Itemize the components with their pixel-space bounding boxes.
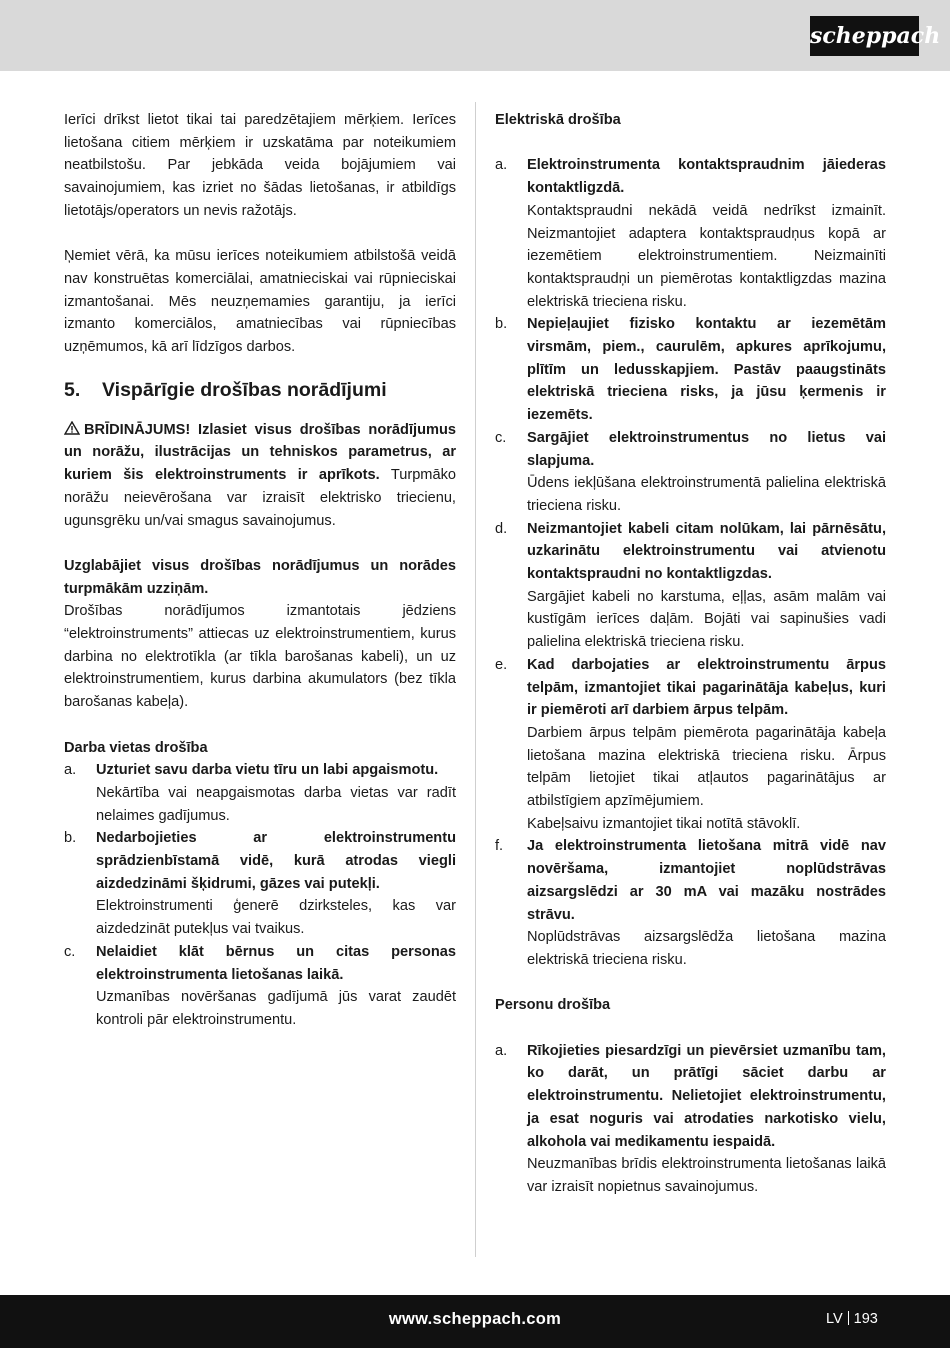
list-item: a. Elektroinstrumenta kontaktspraudnim jāiederas kontaktligzdā. Kontaktspraudni nekādā veidā nedrīkst izmainīt. Neizmantojiet adaptera kontaktspraudņus kopā ar iezemētiem elektroinstrumentiem. Neizmainīti kontaktspraudņi un piemērotas kontaktligzdas mazina elektriskā trieciena risku.: [495, 157, 886, 310]
website-link[interactable]: www.scheppach.com: [388, 1310, 562, 1328]
keep-instructions-text: Drošības norādījumos izmantotais jēdziens “elektroinstruments” attiecas uz elektroinstrumentiem, kurus darbina no elektrotīkla (ar tīkla barošanas kabeli), un uz elektroinstrumentiem, kurus darbina akumulators (bez tīkla barošanas kabeļa).: [64, 603, 456, 711]
work-area-title: Darba vietas drošība: [64, 739, 208, 756]
language-code: LV: [826, 1311, 843, 1327]
brand-logo: scheppach: [810, 16, 919, 56]
section-heading: [64, 377, 456, 403]
warning-text: Turpmāko norāžu neievērošana var izraisīt elektrisko triecienu, ugunsgrēku un/vai smagus savainojumus.: [64, 467, 456, 529]
list-item: d. Neizmantojiet kabeli citam nolūkam, lai pārnēsātu, uzkarinātu elektroinstrumentu vai atvienotu kontaktspraudni no kontaktligzdas. Sargājiet kabeli no karstuma, eļļas, asām malām vai kustīgām ierīces daļām. Bojāti vai sapinušies vadi palielina elektriskā trieciena risku.: [495, 520, 886, 651]
section-number: 5.: [64, 378, 81, 401]
header-bar: [0, 0, 950, 71]
list-item: c. Nelaidiet klāt bērnus un citas personas elektroinstrumenta lietošanas laikā. Uzmanības novēršanas gadījumā jūs varat zaudēt kontroli pār elektroinstrumentu.: [64, 943, 456, 1028]
column-divider: [475, 102, 476, 1257]
page-separator: [848, 1311, 849, 1325]
keep-instructions-bold: Uzglabājiet visus drošības norādījumus un norādes turpmākām uzziņām.: [64, 557, 456, 597]
right-column: [495, 109, 886, 1199]
warning-bold: BRĪDINĀJUMS! Izlasiet visus drošības norādījumus un norāžu, ilustrācijas un tehniskos parametrus, ar kuriem šis elektroinstruments ir aprīkots.: [64, 421, 456, 484]
page-number: 193: [853, 1311, 878, 1327]
list-item: b. Nedarbojieties ar elektroinstrumentu sprādzienbīstamā vidē, kurā atrodas viegli aizdedzināmi šķidrumi, gāzes vai putekļi. Elektroinstrumenti ģenerē dzirksteles, kas var aizdedzināt putekļus vai tvaikus.: [64, 830, 456, 938]
personal-safety-title: Personu drošība: [495, 997, 611, 1014]
left-column: [64, 109, 456, 1032]
list-item: f. Ja elektroinstrumenta lietošana mitrā vidē nav novēršama, izmantojiet noplūdstrāvas aizsargslēdzi ar 30 mA vai mazāku nostrādes strāvu. Noplūdstrāvas aizsargslēdža lietošana mazina elektriskā trieciena risku.: [495, 838, 886, 968]
list-item: a. Rīkojieties piesardzīgi un pievērsiet uzmanību tam, ko darāt, un prātīgi sāciet darbu ar elektroinstrumentu. Nelietojiet elektroinstrumentu, ja esat noguris vai atrodaties narkotisko vielu, alkohola vai medikamentu iespaidā. Neuzmanības brīdis elektroinstrumenta lietošanas laikā var izraisīt nopietnus savainojumus.: [495, 1042, 886, 1195]
footer-bar: [0, 1295, 950, 1348]
intended-use-paragraph: Ierīci drīkst lietot tikai tai paredzētajiem mērķiem. Ierīces lietošana citiem mērķiem ir uzskatāma par noteikumiem neatbilstošu. Par jebkāda veida bojājumiem vai savainojumiem, kas izriet no šādas lietošanas, ir atbildīgs lietotājs/operators un nevis ražotājs.: [64, 112, 456, 219]
list-item: b. Nepieļaujiet fizisko kontaktu ar iezemētām virsmām, piem., caurulēm, apkures aprīkojumu, plītīm un ledusskapjiem. Pastāv paaugstināts elektriskā trieciena risks, ja jūsu ķermenis ir iezemēts.: [495, 316, 886, 424]
list-item: e. Kad darbojaties ar elektroinstrumentu ārpus telpām, izmantojiet tikai pagarinātāja kabeļus, kuri ir piemēroti arī darbiem ārpus telpām. Darbiem ārpus telpām piemērota pagarinātāja kabeļa lietošana mazina elektriskā trieciena risku. Ārpus telpām lietojiet tikai atļautos pagarinātājus ar atbilstīgiem apzīmējumiem. Kabeļsaivu izmantojiet tikai notītā stāvoklī.: [495, 656, 886, 832]
page-indicator: [826, 1295, 878, 1343]
warning-block: [64, 419, 456, 533]
section-title: Vispārīgie drošības norādījumi: [102, 378, 387, 401]
list-item: c. Sargājiet elektroinstrumentus no lietus vai slapjuma. Ūdens iekļūšana elektroinstrumentā palielina elektriskā trieciena risku.: [495, 429, 886, 514]
list-item: a. Uzturiet savu darba vietu tīru un labi apgaismotu. Nekārtība vai neapgaismotas darba vietas var radīt nelaimes gadījumus.: [64, 762, 456, 824]
warning-triangle-icon: [64, 421, 80, 435]
electrical-safety-title: Elektriskā drošība: [495, 112, 621, 128]
commercial-use-paragraph: Ņemiet vērā, ka mūsu ierīces noteikumiem atbilstošā veidā nav konstruētas komerciālai, amatnieciskai vai rūpnieciskai izmantošanai. Mēs neuzņemamies garantiju, ja ierīci izmanto komerciālos, amatniecības vai rūpniecības uzņēmumos, kā arī līdzīgos darbos.: [64, 248, 456, 356]
